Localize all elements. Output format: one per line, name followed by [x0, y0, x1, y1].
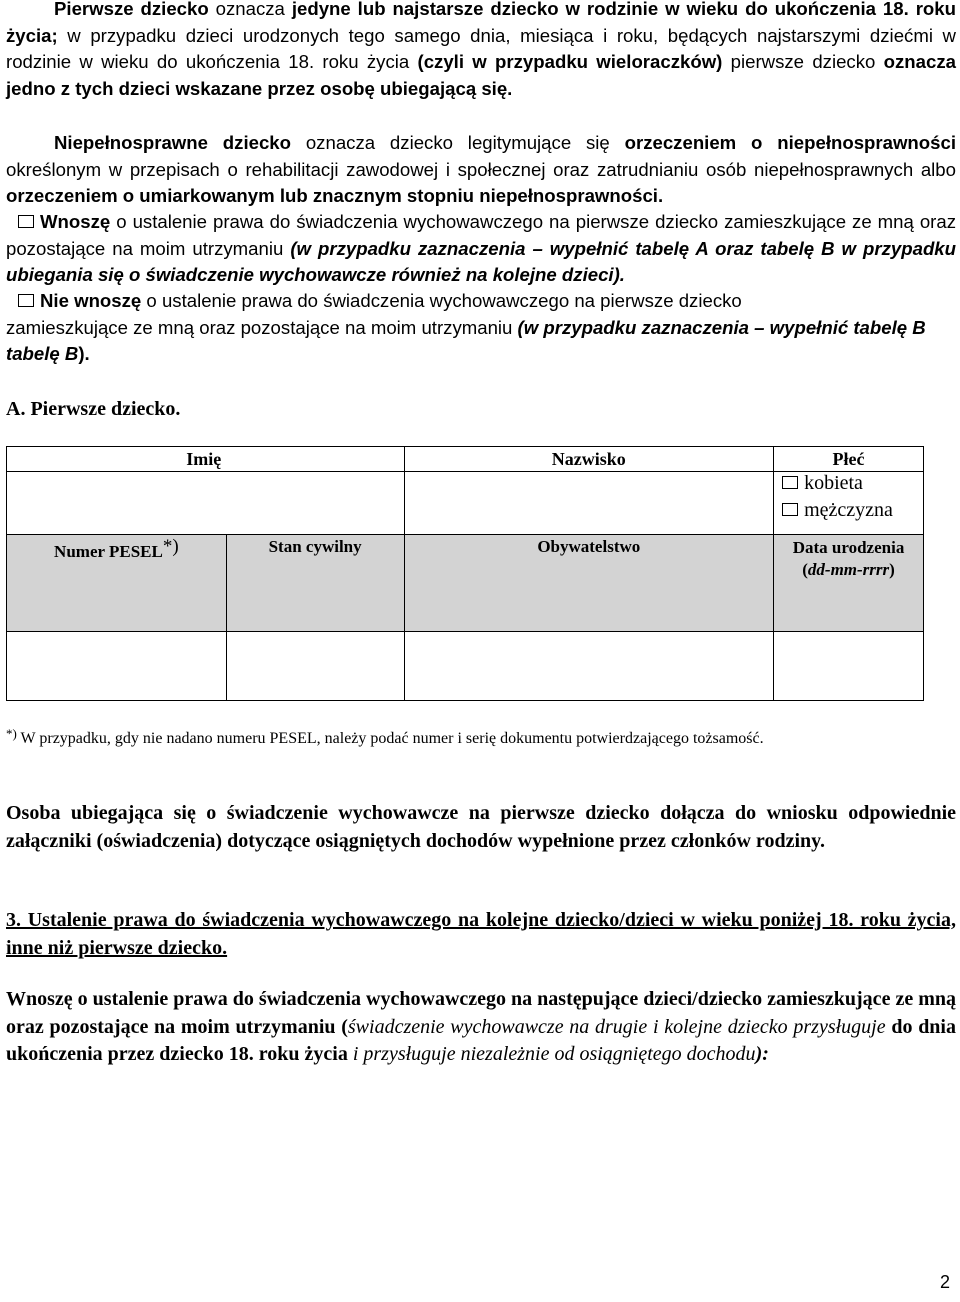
checkbox-mezczyzna[interactable]: [782, 503, 798, 516]
attachments-paragraph: Osoba ubiegająca się o świadczenie wychowawcze na pierwsze dziecko dołącza do wniosku odpowiednie załączniki (oświadczenia) dotyczące osiągniętych dochodów wypełnione przez członków rodziny.: [6, 802, 956, 852]
footnote: *) W przypadku, gdy nie nadano numeru PESEL, należy podać numer i serię dokumentu potwierdzającego tożsamość.: [6, 726, 764, 747]
option2-tail: tabelę B: [6, 343, 79, 365]
first-child-table: [6, 446, 924, 701]
intro-paragraph: Pierwsze dziecko oznacza jedyne lub najstarsze dziecko w rodzinie w wieku do ukończenia 18. roku życia; w przypadku dzieci urodzonych tego samego dnia, miesiąca i roku, będących najstarszymi dziećmi w rodzinie w wieku do ukończenia 18. roku życia (czyli w przypadku wieloraczków) pierwsze dziecko oznacza jedno z tych dzieci wskazane przez osobę ubiegającą się.: [6, 0, 956, 99]
checkbox-kobieta[interactable]: [782, 476, 798, 489]
section-a-title: A. Pierwsze dziecko.: [6, 398, 181, 420]
page-number: 2: [939, 1272, 950, 1292]
header-data-urodzenia: Data urodzenia (dd-mm-rrrr): [774, 535, 924, 632]
cell-imie-value[interactable]: [7, 472, 405, 535]
option-request-first-child: Wnoszę o ustalenie prawa do świadczenia wychowawczego na pierwsze dziecko zamieszkujące ze mną oraz pozostające na moim utrzymaniu (w przypadku zaznaczenia – wypełnić tabelę A oraz tabelę B w przypadku ubiegania się o świadczenie wychowawcze również na kolejne dzieci).: [6, 211, 957, 286]
header-imie: Imię: [226, 447, 404, 472]
option-kobieta[interactable]: kobieta: [774, 470, 923, 497]
request-paragraph: Wnoszę o ustalenie prawa do świadczenia wychowawczego na następujące dzieci/dziecko zamieszkujące ze mną oraz pozostające na moim utrzymaniu (świadczenie wychowawcze na drugie i kolejne dziecko przysługuje do dnia ukończenia przez dziecko 18. roku życia i przysługuje niezależnie od osiągniętego dochodu):: [6, 988, 956, 1065]
cell-pesel-value[interactable]: [7, 632, 227, 701]
cell-obywatelstwo-value[interactable]: [404, 632, 774, 701]
checkbox-no-request-first-child[interactable]: [18, 294, 34, 307]
header-plec: Płeć: [774, 447, 924, 472]
option-no-request-first-child: Nie wnoszę o ustalenie prawa do świadczenia wychowawczego na pierwsze dziecko zamieszkujące ze mną oraz pozostające na moim utrzymaniu (w przypadku zaznaczenia – wypełnić tabelę B tabelę B).: [6, 288, 956, 368]
disabled-child-paragraph: Niepełnosprawne dziecko oznacza dziecko legitymujące się orzeczeniem o niepełnosprawności określonym w przepisach o rehabilitacji zawodowej i społecznej oraz zatrudnianiu osób niepełnosprawnych albo orzeczeniem o umiarkowanym lub znacznym stopniu niepełnosprawności.: [6, 132, 956, 207]
checkbox-request-first-child[interactable]: [18, 215, 34, 228]
header-stan-cywilny: Stan cywilny: [226, 535, 404, 632]
option-mezczyzna[interactable]: mężczyzna: [774, 497, 923, 524]
cell-stan-value[interactable]: [226, 632, 404, 701]
cell-data-value[interactable]: [774, 632, 924, 701]
header-pesel: Numer PESEL*): [7, 535, 227, 632]
section-3-title: 3. Ustalenie prawa do świadczenia wychowawczego na kolejne dziecko/dzieci w wieku poniżej 18. roku życia, inne niż pierwsze dziecko.: [6, 909, 956, 959]
header-obywatelstwo: Obywatelstwo: [404, 535, 774, 632]
header-nazwisko: Nazwisko: [404, 447, 774, 472]
cell-nazwisko-value[interactable]: [404, 472, 774, 535]
date-format: dd-mm-rrrr: [807, 560, 890, 579]
cell-plec-value: [774, 472, 924, 535]
